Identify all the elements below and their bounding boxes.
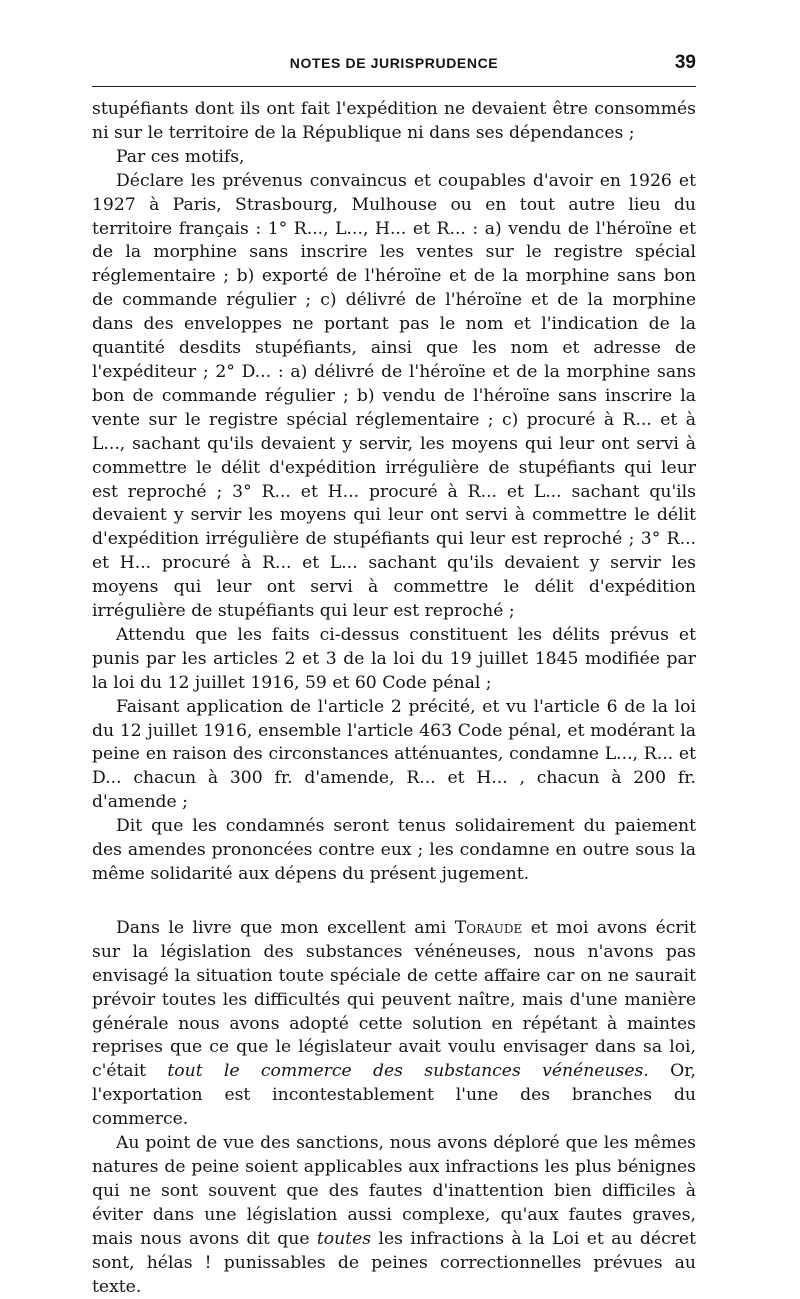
- emphasis-text: toutes: [316, 1228, 372, 1249]
- paragraph-declare: Déclare les prévenus convaincus et coupables d'avoir en 1926 et 1927 à Paris, Strasbourg, Mulhouse ou en tout autre lieu du territoire français : 1° R..., L..., H... et R... : a) vendu de l'héroïne et de la morphine sans inscrire les ventes sur le registre spécial réglementaire ; b) exporté de l'héroïne et de la morphine sans bon de commande régulier ; c) délivré de l'héroïne et de la morphine dans des enveloppes ne portant pas le nom et l'indication de la quantité desdits stupéfiants, ainsi que les nom et adresse de l'expéditeur ; 2° D... : a) délivré de l'héroïne et de la morphine sans bon de commande régulier ; b) vendu de l'héroïne sans inscrire la vente sur le registre spécial réglementaire ; c) procuré à R... et à L..., sachant qu'ils devaient y servir, les moyens qui leur ont servi à commettre le délit d'expédition irrégulière de stupéfiants qui leur est reproché ; 3° R... et H... procuré à R... et L... sachant qu'ils devaient y servir les moyens qui leur ont servi à commettre le délit d'expédition irrégulière de stupéfiants qui leur est reproché ; 3° R... et H... procuré à R... et L... sachant qu'ils devaient y servir les moyens qui leur ont servi à commettre le délit d'expédition irrégulière de stupéfiants qui leur est reproché ;: [92, 170, 696, 622]
- text-run: Dans le livre que mon excellent ami: [116, 917, 455, 938]
- paragraph-faisant-application: Faisant application de l'article 2 précité, et vu l'article 6 de la loi du 12 juillet 1916, ensemble l'article 463 Code pénal, et modérant la peine en raison des circonstances atténuantes, condamne L..., R... et D... chacun à 300 fr. d'amende, R... et H... , chacun à 200 fr. d'amende ;: [92, 696, 696, 813]
- header-rule: [92, 86, 696, 87]
- paragraph-commentary-2: [92, 1132, 696, 1299]
- emphasis-text: tout le commerce des substances vénéneuses: [167, 1061, 644, 1082]
- text-run: . Or, l'exportation est incontestablement l'une des branches du commerce.: [92, 1061, 697, 1130]
- text-run: Au point de vue des sanctions, nous avons déploré que les mêmes natures de peine soient applicables aux infractions les plus bénignes qui ne sont souvent que des fautes d'inattention bien difficiles à éviter dans une législation aussi complexe, qu'aux fautes graves, mais nous avons dit que: [92, 1133, 696, 1249]
- running-head-title: NOTES DE JURISPRUDENCE: [289, 55, 499, 71]
- paragraph-par-ces-motifs: Par ces motifs,: [116, 146, 245, 167]
- paragraph-attendu: Attendu que les faits ci-dessus constituent les délits prévus et punis par les articles 2 et 3 de la loi du 19 juillet 1845 modifiée par la loi du 12 juillet 1916, 59 et 60 Code pénal ;: [92, 624, 696, 693]
- paragraph-dit-que: Dit que les condamnés seront tenus solidairement du paiement des amendes prononcées contre eux ; les condamne en outre sous la même solidarité aux dépens du présent jugement.: [92, 816, 696, 884]
- paragraph-commentary-1: [92, 917, 696, 1132]
- text-run: et moi avons écrit sur la législation des substances vénéneuses, nous n'avons pas envisagé la situation toute spéciale de cette affaire car on ne saurait prévoir toutes les difficultés qui peuvent naître, mais d'une manière générale nous avons adopté cette solution en répétant à maintes reprises que ce que le législateur avait voulu envisager dans sa loi, c'était: [92, 917, 696, 1082]
- page-number: 39: [674, 52, 696, 73]
- author-name: Toraude: [454, 917, 523, 938]
- paragraph-continuation: stupéfiants dont ils ont fait l'expédition ne devaient être consommés ni sur le territoire de la République ni dans ses dépendances ;: [92, 99, 696, 143]
- body-text: [92, 98, 696, 1299]
- running-head: [92, 52, 696, 78]
- text-run: les infractions à la Loi et au décret sont, hélas ! punissables de peines correctionnelles prévues au texte.: [92, 1228, 696, 1297]
